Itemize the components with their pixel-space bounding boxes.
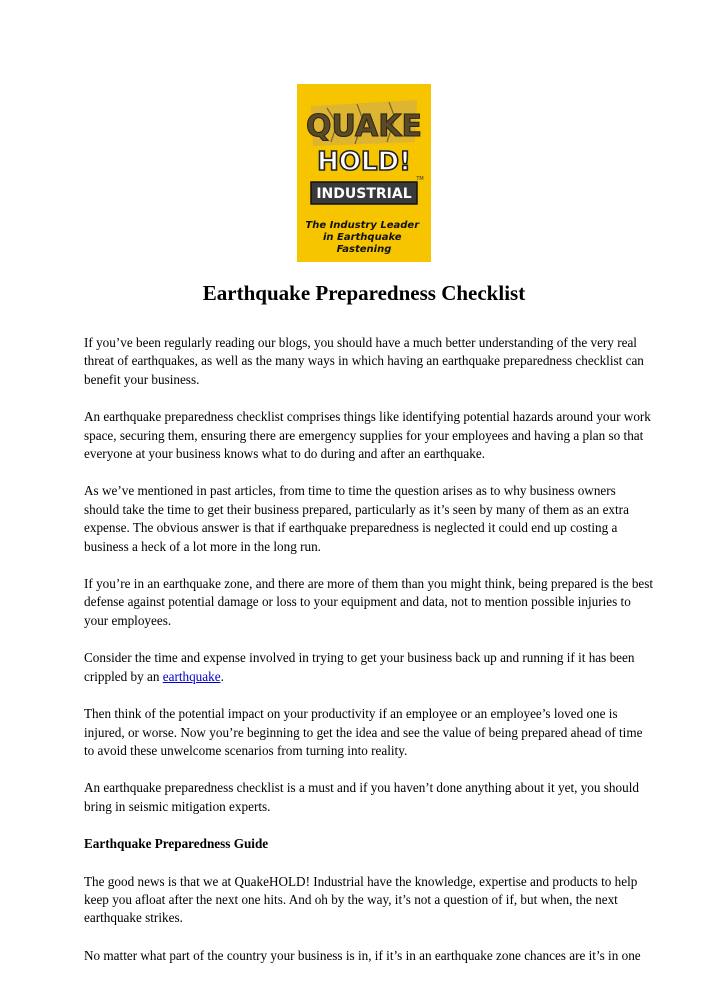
paragraph-6: Then think of the potential impact on your productivity if an employee or an employee’s loved one is injured, or worse. Now you’re beginning to get the idea and see the value of being prepared ahead of time to avoid these unwelcome scenarios from turning into reality. [84,706,643,758]
paragraph-5-end: . [220,668,224,684]
logo-brand-top: QUAKE [306,109,422,144]
logo-tagline-1: The Industry Leader [305,220,420,231]
logo-brand-mid: HOLD! [317,147,411,177]
logo-tagline-3: Fastening [336,244,392,255]
earthquake-link[interactable]: earthquake [162,668,221,684]
logo-trademark: TM [416,176,424,182]
section-subheading: Earthquake Preparedness Guide [84,836,269,852]
paragraph-8: The good news is that we at QuakeHOLD! Industrial have the knowledge, expertise and products to help keep you afloat after the next one hits. And oh by the way, it’s not a question of if, but when, the next earthquake strikes. [84,873,638,926]
paragraph-1: If you’ve been regularly reading our blogs, you should have a much better understanding of the very real threat of earthquakes, as well as the many ways in which having an earthquake preparedness checklist can benefit your business. [84,335,644,387]
paragraph-5 [84,649,654,686]
paragraph-4: If you’re in an earthquake zone, and there are more of them than you might think, being prepared is the best defense against potential damage or loss to your equipment and data, not to mention possible injuries to your employees. [84,576,654,628]
logo-brand-sub: INDUSTRIAL [316,186,412,202]
logo-tagline-2: in Earthquake [322,232,402,243]
paragraph-7: An earthquake preparedness checklist is a must and if you haven’t done anything about it yet, you should bring in seismic mitigation experts. [84,780,639,814]
quakehold-logo [297,84,431,262]
paragraph-5-text: Consider the time and expense involved in trying to get your business back up and running if it has been crippled by an [84,650,635,684]
paragraph-9: No matter what part of the country your business is in, if it’s in an earthquake zone chances are it’s in one [84,947,641,963]
document-title: Earthquake Preparedness Checklist [202,281,526,305]
paragraph-3: As we’ve mentioned in past articles, from time to time the question arises as to why business owners should take the time to get their business prepared, particularly as it’s seen by many of them as an extra expense. The obvious answer is that if earthquake preparedness is neglected it could end up costing a business a heck of a lot more in the long run. [84,483,629,554]
article-body [84,334,654,984]
paragraph-2: An earthquake preparedness checklist comprises things like identifying potential hazards around your work space, securing them, ensuring there are emergency supplies for your employees and having a plan so that everyone at your business knows what to do during and after an earthquake. [84,409,651,462]
